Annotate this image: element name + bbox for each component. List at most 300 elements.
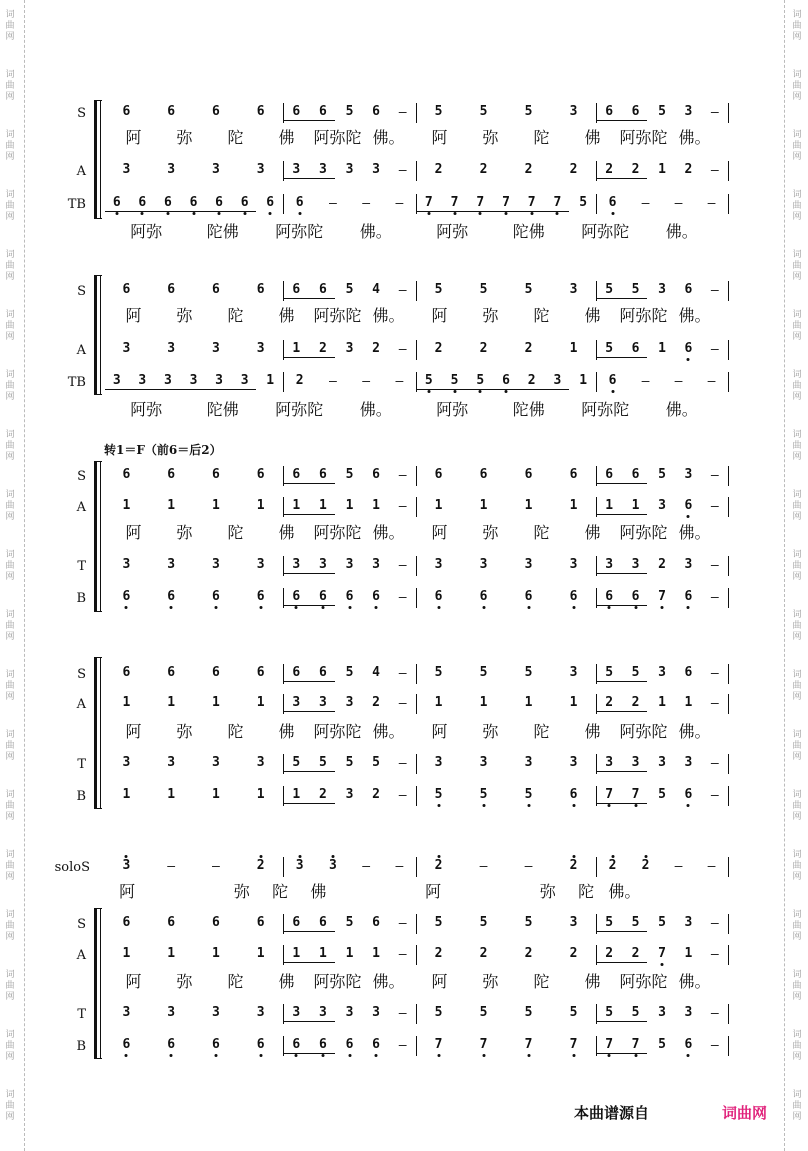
- note: 3: [372, 162, 381, 177]
- barline: [596, 1036, 597, 1056]
- lyric-syllable: 阿弥陀: [275, 222, 324, 241]
- note: 6: [684, 1037, 693, 1052]
- watermark-char: 网: [5, 392, 15, 402]
- note: 6: [211, 915, 220, 930]
- low-octave-dot: [243, 212, 246, 215]
- note: 1: [167, 787, 176, 802]
- note: 3: [658, 282, 666, 297]
- lyric-syllable: 弥: [539, 882, 556, 901]
- note: 6: [631, 104, 640, 119]
- note: 6: [122, 665, 131, 680]
- note: 2: [658, 557, 666, 572]
- note: 3: [122, 755, 131, 770]
- key-change-label: 转1＝F（前6＝后2）: [104, 443, 222, 457]
- lyric-syllable: 阿弥陀: [619, 972, 668, 991]
- hold-dash: –: [710, 468, 719, 483]
- note: 2: [605, 695, 614, 710]
- low-octave-dot: [348, 1054, 351, 1057]
- eighth-underline: [417, 389, 569, 390]
- note: 3: [345, 1005, 354, 1020]
- barline: [596, 914, 597, 934]
- note: 3: [122, 162, 131, 177]
- note: 1: [256, 498, 265, 513]
- barline: [596, 103, 597, 123]
- note: 1: [684, 695, 693, 710]
- barline: [728, 694, 729, 714]
- note: 2: [318, 341, 327, 356]
- watermark-char: 曲: [5, 321, 15, 331]
- note: 3: [211, 162, 220, 177]
- lyric-syllable: 陀: [227, 523, 244, 542]
- lyric-syllable: 阿弥陀: [313, 722, 362, 741]
- note: 5: [631, 915, 640, 930]
- watermark-char: 网: [792, 332, 802, 342]
- hold-dash: –: [674, 196, 683, 211]
- note: 3: [240, 373, 249, 388]
- watermark-char: 网: [792, 932, 802, 942]
- note: 1: [292, 498, 301, 513]
- lyric-syllable: 陀: [533, 128, 550, 147]
- part-label: TB: [67, 197, 86, 212]
- system-bracket-bottom: [94, 394, 102, 395]
- watermark-text: [790, 910, 804, 943]
- note: 1: [631, 498, 640, 513]
- eighth-underline: [284, 483, 335, 484]
- eighth-underline: [597, 483, 647, 484]
- note: 6: [167, 104, 176, 119]
- note: 3: [112, 373, 121, 388]
- note: 6: [684, 589, 693, 604]
- system-bracket-top: [94, 275, 102, 276]
- note: 6: [215, 195, 223, 210]
- note: 1: [211, 498, 220, 513]
- note: 1: [266, 373, 275, 388]
- low-octave-dot: [295, 1054, 298, 1057]
- note: 1: [479, 498, 488, 513]
- note: 6: [256, 104, 265, 119]
- watermark-text: [790, 670, 804, 703]
- hold-dash: –: [707, 374, 716, 389]
- lyric-syllable: 阿弥陀: [313, 306, 362, 325]
- barline: [416, 786, 417, 806]
- eighth-underline: [597, 771, 647, 772]
- note: 2: [605, 946, 614, 961]
- eighth-underline: [284, 1053, 335, 1054]
- barline: [596, 1004, 597, 1024]
- note: 1: [211, 695, 220, 710]
- right-page-border: [784, 0, 785, 1151]
- watermark-char: 词: [792, 1030, 802, 1040]
- note: 1: [211, 946, 220, 961]
- note: 6: [372, 104, 381, 119]
- part-label: S: [77, 917, 86, 932]
- watermark-text: [3, 970, 17, 1003]
- low-octave-dot: [479, 390, 482, 393]
- lyric-syllable: 佛。: [678, 722, 711, 741]
- note: 6: [479, 467, 488, 482]
- note: 6: [167, 282, 176, 297]
- part-label: TB: [67, 375, 86, 390]
- watermark-char: 网: [5, 812, 15, 822]
- high-octave-dot: [437, 855, 440, 858]
- note: 3: [434, 557, 443, 572]
- eighth-underline: [284, 711, 335, 712]
- barline: [728, 466, 729, 486]
- watermark-text: [790, 250, 804, 283]
- watermark-char: 曲: [5, 861, 15, 871]
- note: 5: [658, 104, 666, 119]
- note: 7: [605, 1037, 614, 1052]
- lyric-syllable: 弥: [176, 722, 193, 741]
- hold-dash: –: [398, 163, 407, 178]
- watermark-char: 词: [5, 370, 15, 380]
- note: 3: [328, 858, 337, 873]
- part-label: T: [77, 1007, 86, 1022]
- note: 6: [189, 195, 198, 210]
- note: 5: [658, 1037, 666, 1052]
- barline: [416, 945, 417, 965]
- note: 7: [527, 195, 536, 210]
- lyric-syllable: 阿: [125, 306, 142, 325]
- hold-dash: –: [398, 590, 407, 605]
- note: 3: [684, 755, 693, 770]
- lyric-syllable: 阿: [431, 306, 448, 325]
- lyric-syllable: 阿: [125, 722, 142, 741]
- note: 1: [256, 695, 265, 710]
- eighth-underline: [597, 1053, 647, 1054]
- watermark-char: 词: [5, 10, 15, 20]
- note: 6: [684, 787, 693, 802]
- note: 5: [524, 282, 533, 297]
- watermark-char: 词: [792, 550, 802, 560]
- watermark-char: 曲: [5, 201, 15, 211]
- barline: [416, 194, 417, 214]
- hold-dash: –: [398, 342, 407, 357]
- note: 6: [569, 787, 578, 802]
- note: 1: [345, 946, 354, 961]
- note: 3: [167, 341, 176, 356]
- lyric-syllable: 弥: [482, 523, 499, 542]
- watermark-text: [3, 190, 17, 223]
- note: 1: [524, 695, 533, 710]
- lyric-syllable: 阿弥陀: [619, 523, 668, 542]
- note: 6: [684, 341, 693, 356]
- watermark-char: 曲: [792, 261, 802, 271]
- watermark-char: 网: [792, 812, 802, 822]
- watermark-char: 网: [792, 272, 802, 282]
- note: 5: [345, 665, 354, 680]
- watermark-char: 网: [5, 32, 15, 42]
- note: 3: [256, 755, 265, 770]
- watermark-char: 词: [792, 70, 802, 80]
- note: 5: [434, 787, 443, 802]
- note: 5: [345, 104, 354, 119]
- low-octave-dot: [611, 212, 614, 215]
- note: 2: [569, 858, 578, 873]
- barline: [416, 497, 417, 517]
- watermark-char: 曲: [792, 861, 802, 871]
- note: 3: [256, 341, 265, 356]
- note: 1: [318, 498, 327, 513]
- low-octave-dot: [687, 804, 690, 807]
- note: 6: [434, 467, 443, 482]
- note: 5: [605, 341, 614, 356]
- note: 5: [345, 467, 354, 482]
- hold-dash: –: [524, 859, 533, 874]
- note: 2: [524, 946, 533, 961]
- watermark-char: 网: [5, 992, 15, 1002]
- note: 2: [372, 695, 381, 710]
- barline: [596, 281, 597, 301]
- system-bracket-top: [94, 100, 102, 101]
- watermark-text: [790, 1090, 804, 1123]
- low-octave-dot: [192, 212, 195, 215]
- watermark-char: 词: [792, 610, 802, 620]
- barline: [283, 914, 284, 934]
- low-octave-dot: [634, 606, 637, 609]
- low-octave-dot: [572, 1054, 575, 1057]
- note: 3: [318, 557, 327, 572]
- hold-dash: –: [398, 916, 407, 931]
- note: 6: [292, 467, 301, 482]
- lyric-syllable: 阿: [431, 972, 448, 991]
- note: 6: [318, 282, 327, 297]
- note: 6: [524, 589, 533, 604]
- note: 3: [345, 162, 354, 177]
- low-octave-dot: [661, 606, 664, 609]
- watermark-text: [790, 850, 804, 883]
- lyric-syllable: 佛。: [372, 523, 405, 542]
- note: 5: [434, 1005, 443, 1020]
- watermark-char: 词: [792, 250, 802, 260]
- barline: [283, 694, 284, 714]
- lyric-syllable: 陀佛: [512, 400, 545, 419]
- note: 6: [256, 282, 265, 297]
- low-octave-dot: [259, 606, 262, 609]
- note: 2: [434, 858, 443, 873]
- lyric-syllable: 阿弥陀: [619, 128, 668, 147]
- part-label: A: [76, 500, 86, 515]
- note: 3: [292, 557, 301, 572]
- watermark-text: [790, 550, 804, 583]
- watermark-text: [3, 70, 17, 103]
- lyric-syllable: 佛: [310, 882, 327, 901]
- note: 2: [295, 373, 304, 388]
- low-octave-dot: [298, 212, 301, 215]
- hold-dash: –: [674, 859, 683, 874]
- watermark-char: 曲: [792, 621, 802, 631]
- eighth-underline: [284, 573, 335, 574]
- eighth-underline: [597, 711, 647, 712]
- note: 1: [569, 341, 578, 356]
- eighth-underline: [417, 211, 569, 212]
- note: 5: [524, 787, 533, 802]
- part-label: B: [76, 789, 86, 804]
- barline: [728, 281, 729, 301]
- note: 6: [164, 195, 172, 210]
- low-octave-dot: [259, 1054, 262, 1057]
- hold-dash: –: [710, 666, 719, 681]
- note: 3: [318, 162, 327, 177]
- lyric-syllable: 陀: [272, 882, 289, 901]
- note: 7: [658, 946, 666, 961]
- low-octave-dot: [556, 212, 559, 215]
- watermark-text: [790, 370, 804, 403]
- watermark-char: 词: [792, 910, 802, 920]
- barline: [416, 556, 417, 576]
- note: 7: [479, 1037, 488, 1052]
- system-bracket-inner: [100, 100, 101, 218]
- watermark-char: 词: [792, 130, 802, 140]
- low-octave-dot: [687, 606, 690, 609]
- watermark-char: 曲: [792, 441, 802, 451]
- low-octave-dot: [115, 212, 118, 215]
- note: 6: [292, 665, 301, 680]
- low-octave-dot: [437, 1054, 440, 1057]
- note: 3: [256, 557, 265, 572]
- eighth-underline: [597, 298, 647, 299]
- note: 6: [605, 104, 614, 119]
- note: 5: [424, 373, 433, 388]
- hold-dash: –: [398, 696, 407, 711]
- note: 4: [372, 282, 381, 297]
- part-label: T: [77, 559, 86, 574]
- watermark-char: 网: [5, 572, 15, 582]
- note: 6: [684, 282, 693, 297]
- lyric-syllable: 弥: [482, 722, 499, 741]
- part-label: B: [76, 591, 86, 606]
- note: 7: [450, 195, 459, 210]
- low-octave-dot: [572, 804, 575, 807]
- hold-dash: –: [362, 196, 371, 211]
- note: 3: [295, 858, 304, 873]
- watermark-char: 网: [792, 692, 802, 702]
- note: 3: [684, 104, 693, 119]
- watermark-text: [3, 790, 17, 823]
- watermark-char: 词: [5, 310, 15, 320]
- note: 6: [167, 467, 176, 482]
- barline: [283, 194, 284, 214]
- watermark-char: 词: [792, 790, 802, 800]
- low-octave-dot: [125, 1054, 128, 1057]
- watermark-char: 曲: [792, 561, 802, 571]
- barline: [283, 945, 284, 965]
- note: 6: [167, 589, 176, 604]
- watermark-char: 网: [792, 752, 802, 762]
- lyric-syllable: 陀: [533, 722, 550, 741]
- lyric-syllable: 阿弥: [130, 400, 163, 419]
- watermark-char: 词: [5, 550, 15, 560]
- note: 5: [631, 1005, 640, 1020]
- note: 2: [524, 162, 533, 177]
- barline: [283, 588, 284, 608]
- watermark-text: [3, 850, 17, 883]
- barline: [416, 103, 417, 123]
- note: 6: [372, 1037, 381, 1052]
- system-bracket-inner: [100, 908, 101, 1058]
- note: 6: [256, 467, 265, 482]
- hold-dash: –: [479, 859, 488, 874]
- hold-dash: –: [398, 788, 407, 803]
- lyric-syllable: 弥: [482, 128, 499, 147]
- note: 1: [569, 498, 578, 513]
- watermark-char: 曲: [5, 81, 15, 91]
- watermark-char: 曲: [5, 441, 15, 451]
- note: 3: [189, 373, 198, 388]
- barline: [596, 754, 597, 774]
- hold-dash: –: [710, 590, 719, 605]
- lyric-syllable: 陀: [578, 882, 595, 901]
- watermark-char: 词: [792, 670, 802, 680]
- watermark-char: 曲: [5, 561, 15, 571]
- low-octave-dot: [608, 606, 611, 609]
- eighth-underline: [597, 803, 647, 804]
- note: 3: [684, 467, 693, 482]
- low-octave-dot: [482, 606, 485, 609]
- watermark-text: [3, 550, 17, 583]
- watermark-char: 网: [792, 32, 802, 42]
- watermark-char: 词: [5, 910, 15, 920]
- barline: [283, 340, 284, 360]
- hold-dash: –: [710, 342, 719, 357]
- note: 5: [434, 282, 443, 297]
- note: 1: [658, 341, 666, 356]
- note: 1: [122, 498, 131, 513]
- lyric-syllable: 阿弥陀: [581, 222, 630, 241]
- lyric-syllable: 陀: [533, 306, 550, 325]
- note: 2: [605, 162, 614, 177]
- watermark-char: 词: [5, 850, 15, 860]
- note: 3: [256, 162, 265, 177]
- note: 6: [295, 195, 304, 210]
- note: 6: [256, 665, 265, 680]
- note: 6: [211, 467, 220, 482]
- low-octave-dot: [634, 804, 637, 807]
- low-octave-dot: [608, 1054, 611, 1057]
- note: 1: [211, 787, 220, 802]
- watermark-text: [3, 1030, 17, 1063]
- note: 1: [256, 787, 265, 802]
- system-bracket-top: [94, 461, 102, 462]
- barline: [416, 694, 417, 714]
- note: 2: [631, 946, 640, 961]
- note: 5: [434, 915, 443, 930]
- note: 1: [292, 946, 301, 961]
- note: 5: [479, 787, 488, 802]
- lyric-syllable: 阿: [425, 882, 442, 901]
- watermark-char: 网: [5, 512, 15, 522]
- barline: [728, 103, 729, 123]
- eighth-underline: [597, 573, 647, 574]
- watermark-char: 词: [792, 310, 802, 320]
- barline: [596, 466, 597, 486]
- note: 7: [605, 787, 614, 802]
- watermark-char: 网: [792, 212, 802, 222]
- barline: [416, 1004, 417, 1024]
- note: 6: [372, 467, 381, 482]
- watermark-char: 词: [792, 730, 802, 740]
- watermark-char: 曲: [5, 681, 15, 691]
- watermark-char: 曲: [792, 681, 802, 691]
- note: 3: [569, 665, 578, 680]
- note: 6: [345, 1037, 354, 1052]
- note: 6: [211, 282, 220, 297]
- note: 7: [569, 1037, 578, 1052]
- low-octave-dot: [427, 390, 430, 393]
- eighth-underline: [284, 931, 335, 932]
- lyric-syllable: 佛。: [372, 306, 405, 325]
- note: 3: [345, 557, 354, 572]
